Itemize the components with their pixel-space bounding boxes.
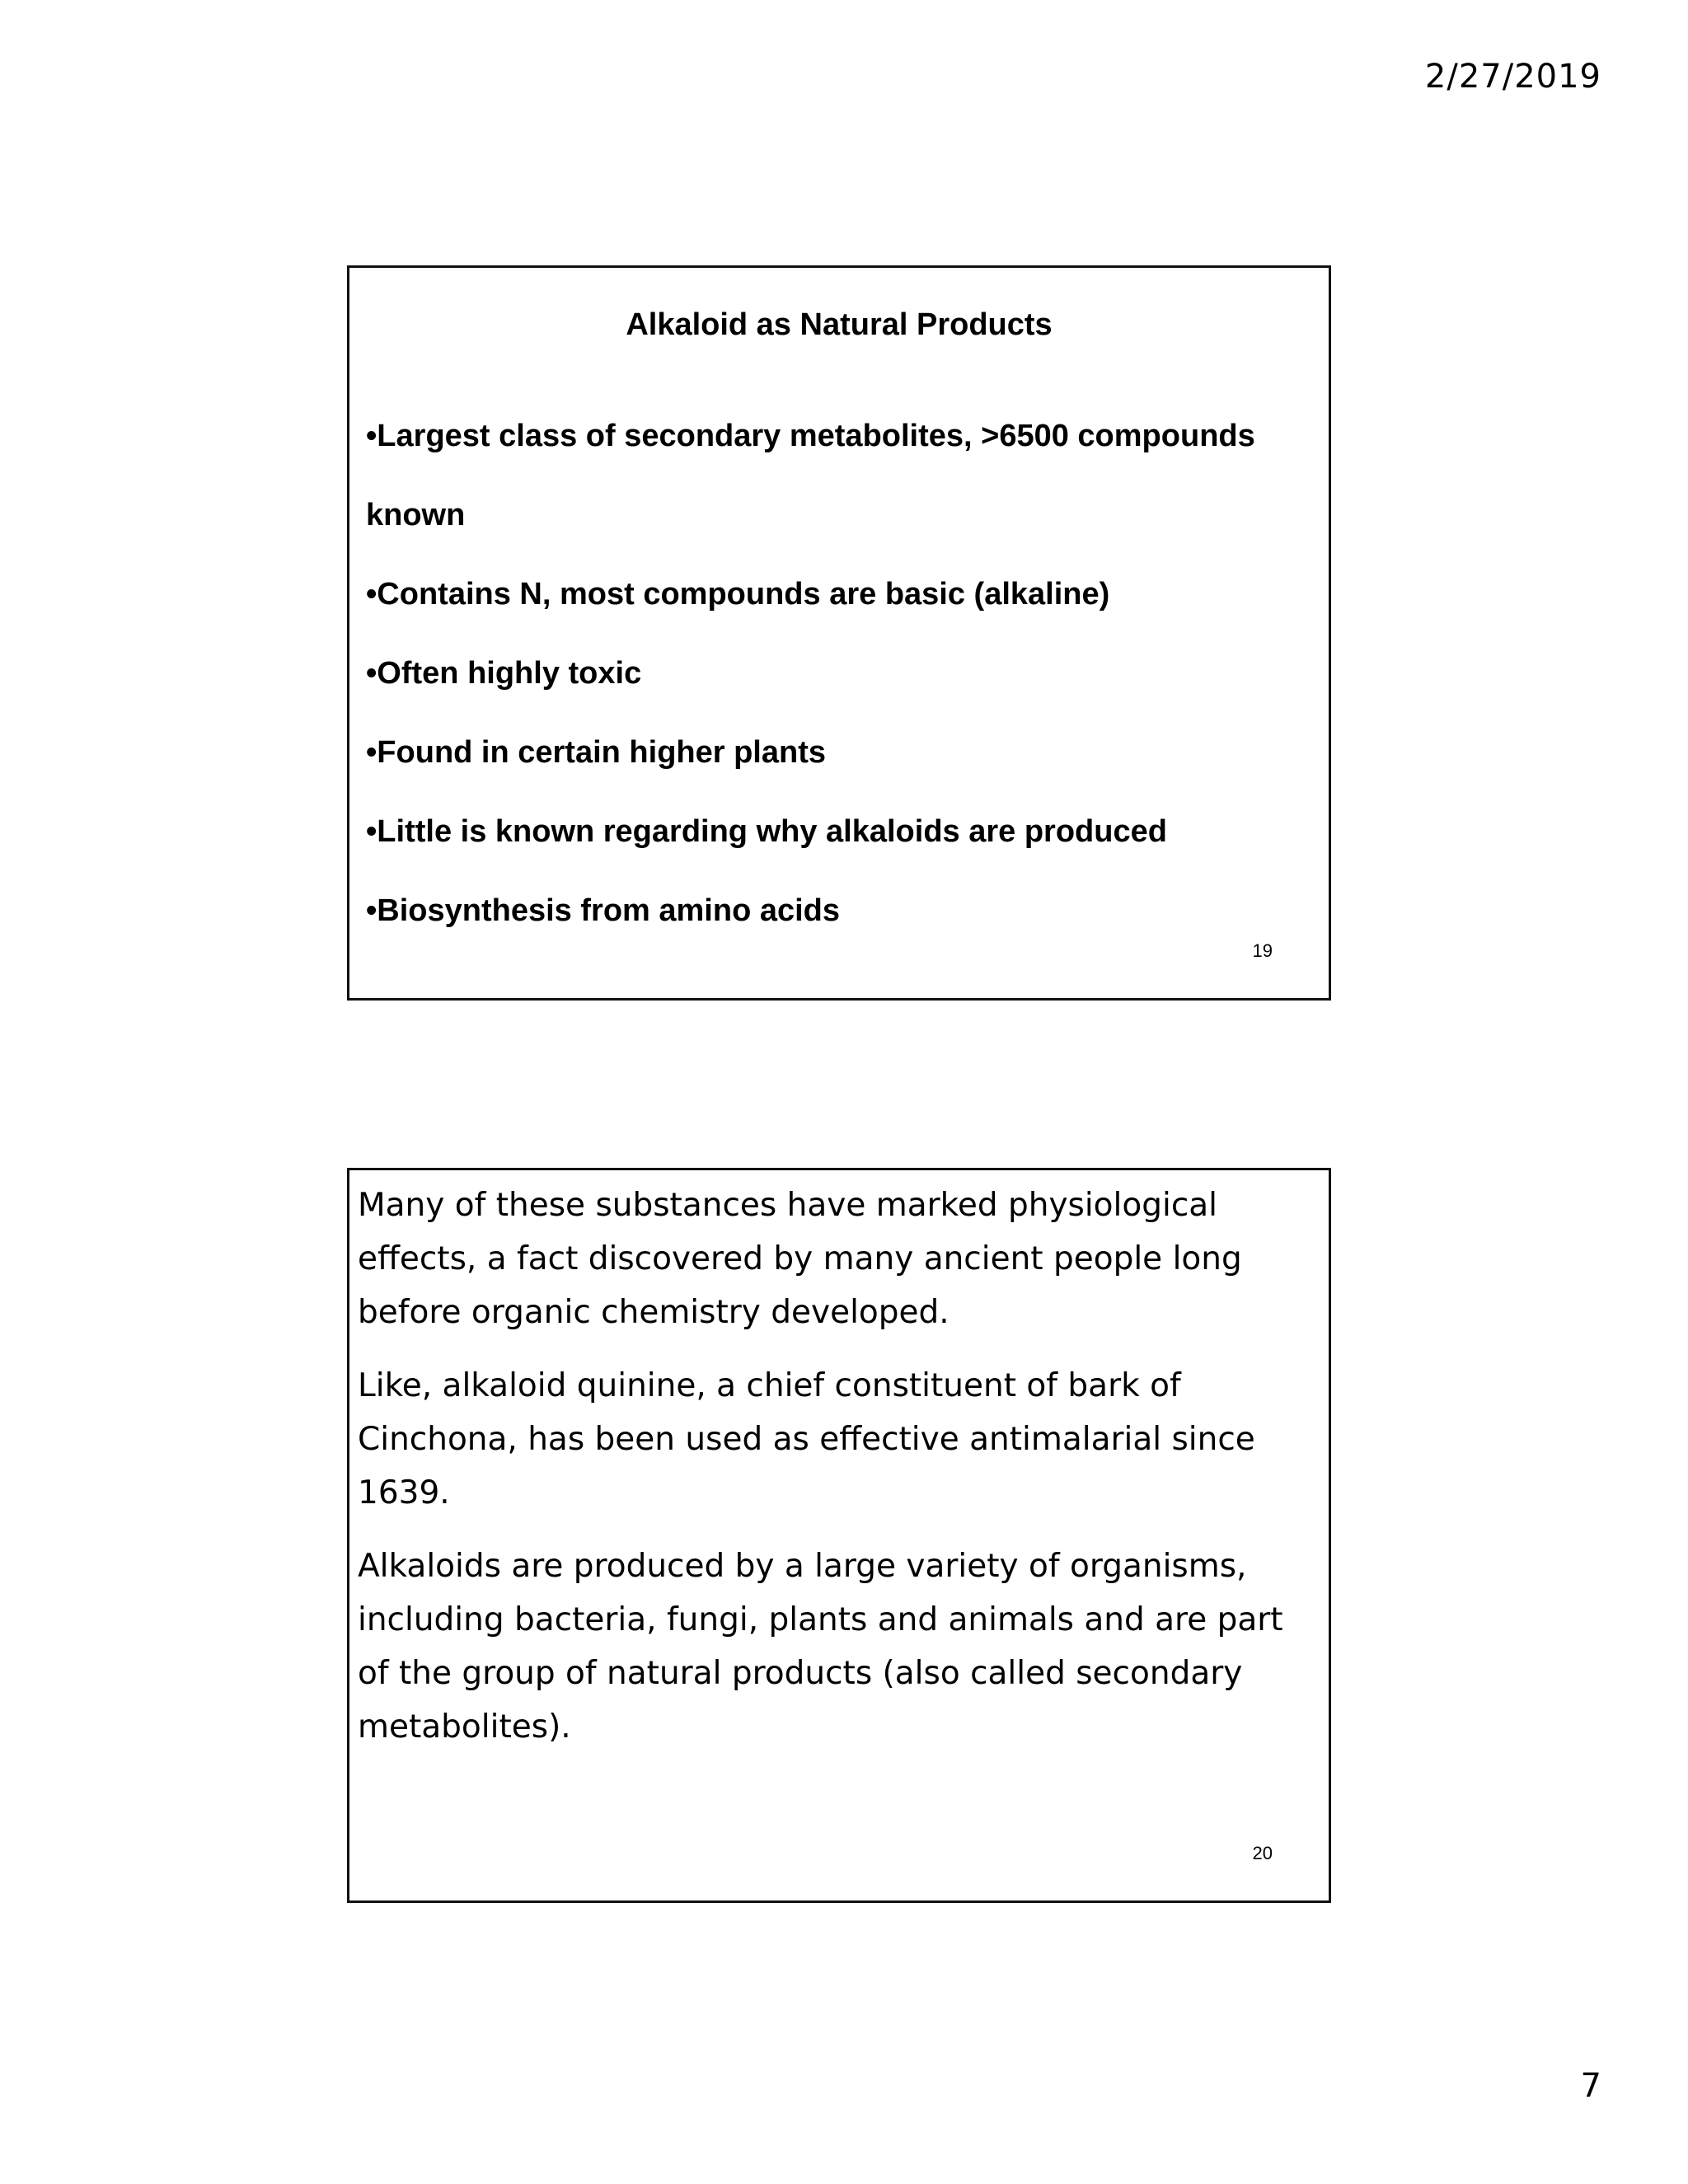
bullet-item: •Found in certain higher plants [366,735,826,770]
page-number: 7 [1580,2067,1601,2105]
page-date: 2/27/2019 [1424,58,1601,96]
bullet-item: •Little is known regarding why alkaloids are produced [366,814,1167,849]
slide-20 [347,1168,1331,1903]
bullet-item: •Often highly toxic [366,656,642,691]
bullet-item: known [366,498,466,532]
slide-body [358,1179,1304,1774]
paragraph: Many of these substances have marked physiological effects, a fact discovered by many ancient people long before organic chemistry developed. [358,1187,1242,1331]
bullet-item: •Largest class of secondary metabolites, >6500 compounds [366,419,1255,453]
slide-number: 20 [1252,1843,1273,1863]
paragraph: Like, alkaloid quinine, a chief constituent of bark of Cinchona, has been used as effective antimalarial since 1639. [358,1367,1255,1511]
paragraph: Alkaloids are produced by a large variety of organisms, including bacteria, fungi, plants and animals and are part of the group of natural products (also called secondary metabolites). [358,1548,1283,1746]
bullet-item: •Biosynthesis from amino acids [366,893,841,928]
slide-number: 19 [1252,940,1273,961]
bullet-list [366,396,1312,950]
slide-19 [347,265,1331,1001]
slide-title: Alkaloid as Natural Products [626,307,1053,342]
bullet-item: •Contains N, most compounds are basic (alkaline) [366,577,1110,612]
